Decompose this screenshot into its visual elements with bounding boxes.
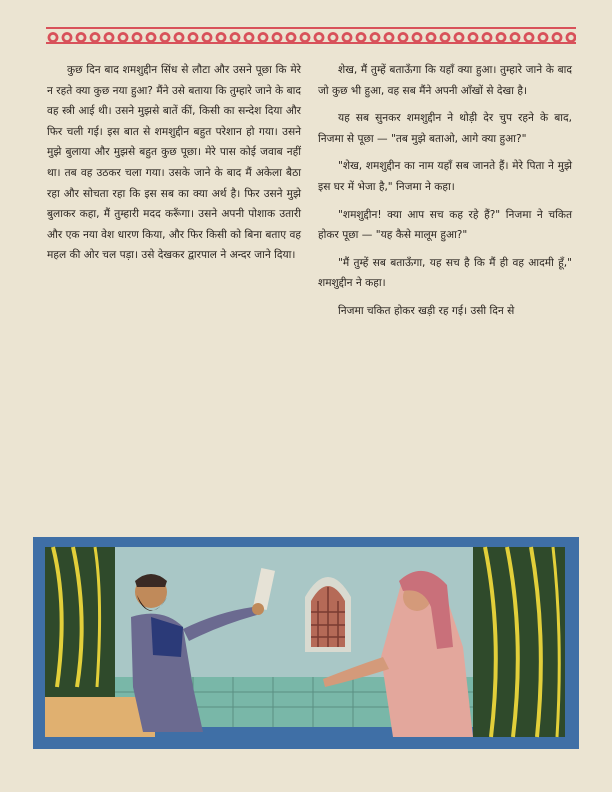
paragraph: यह सब सुनकर शमशुद्दीन ने थोड़ी देर चुप रहने के बाद, निजमा से पूछा — "तब मुझे बताओ, आगे क्या हुआ?" xyxy=(318,112,572,145)
text-column-left xyxy=(47,60,301,266)
arched-window xyxy=(305,577,351,652)
right-curtain xyxy=(473,547,565,737)
story-illustration xyxy=(33,537,579,749)
paragraph: निजमा चकित होकर खड़ी रह गई। उसी दिन से xyxy=(338,304,515,317)
paragraph: "शमशुद्दीन! क्या आप सच कह रहे हैं?" निजमा ने चकित होकर पूछा — "यह कैसे मालूम हुआ?" xyxy=(318,208,572,242)
decorative-border-strip xyxy=(46,27,576,44)
paragraph: कुछ दिन बाद शमशुद्दीन सिंध से लौटा और उसने पूछा कि मेरे न रहते क्या कुछ नया हुआ? मैंने उसे बताया कि तुम्हारे जाने के बाद वह स्त्री आई थी। उसने मुझसे बातें कीं, किसी का सन्देश दिया और फिर चली गई। इस बात से शमशुद्दीन बहुत परेशान हो गया। उसने मुझे बुलाया और मुझसे बहुत कुछ पूछा। मेरे पास कोई जवाब नहीं था। तब वह उठकर चला गया। उसके जाने के बाद मैं अकेला बैठा रहा और सोचता रहा कि इस सब का क्या अर्थ है। फिर उसने मुझे बुलाकर कहा, मैं तुम्हारी मदद करूँगा। उसने अपनी पोशाक उतारी और एक नया वेश धारण किया, और फिर किसी को बिना बताए वह महल की ओर चल पड़ा। उसे देखकर द्वारपाल ने अन्दर जाने दिया। xyxy=(47,64,301,262)
paragraph: "मैं तुम्हें सब बताऊँगा, यह सच है कि मैं ही वह आदमी हूँ," शमशुद्दीन ने कहा। xyxy=(318,256,572,290)
left-curtain xyxy=(45,547,115,697)
paragraph: "शेख, शमशुद्दीन का नाम यहाँ सब जानते हैं। मेरे पिता ने मुझे इस घर में भेजा है," निजमा ने कहा। xyxy=(318,160,572,193)
paragraph: शेख, मैं तुम्हें बताऊँगा कि यहाँ क्या हुआ। तुम्हारे जाने के बाद जो कुछ भी हुआ, वह सब मैंने अपनी आँखों से देखा है। xyxy=(318,64,572,97)
text-column-right xyxy=(318,60,572,329)
